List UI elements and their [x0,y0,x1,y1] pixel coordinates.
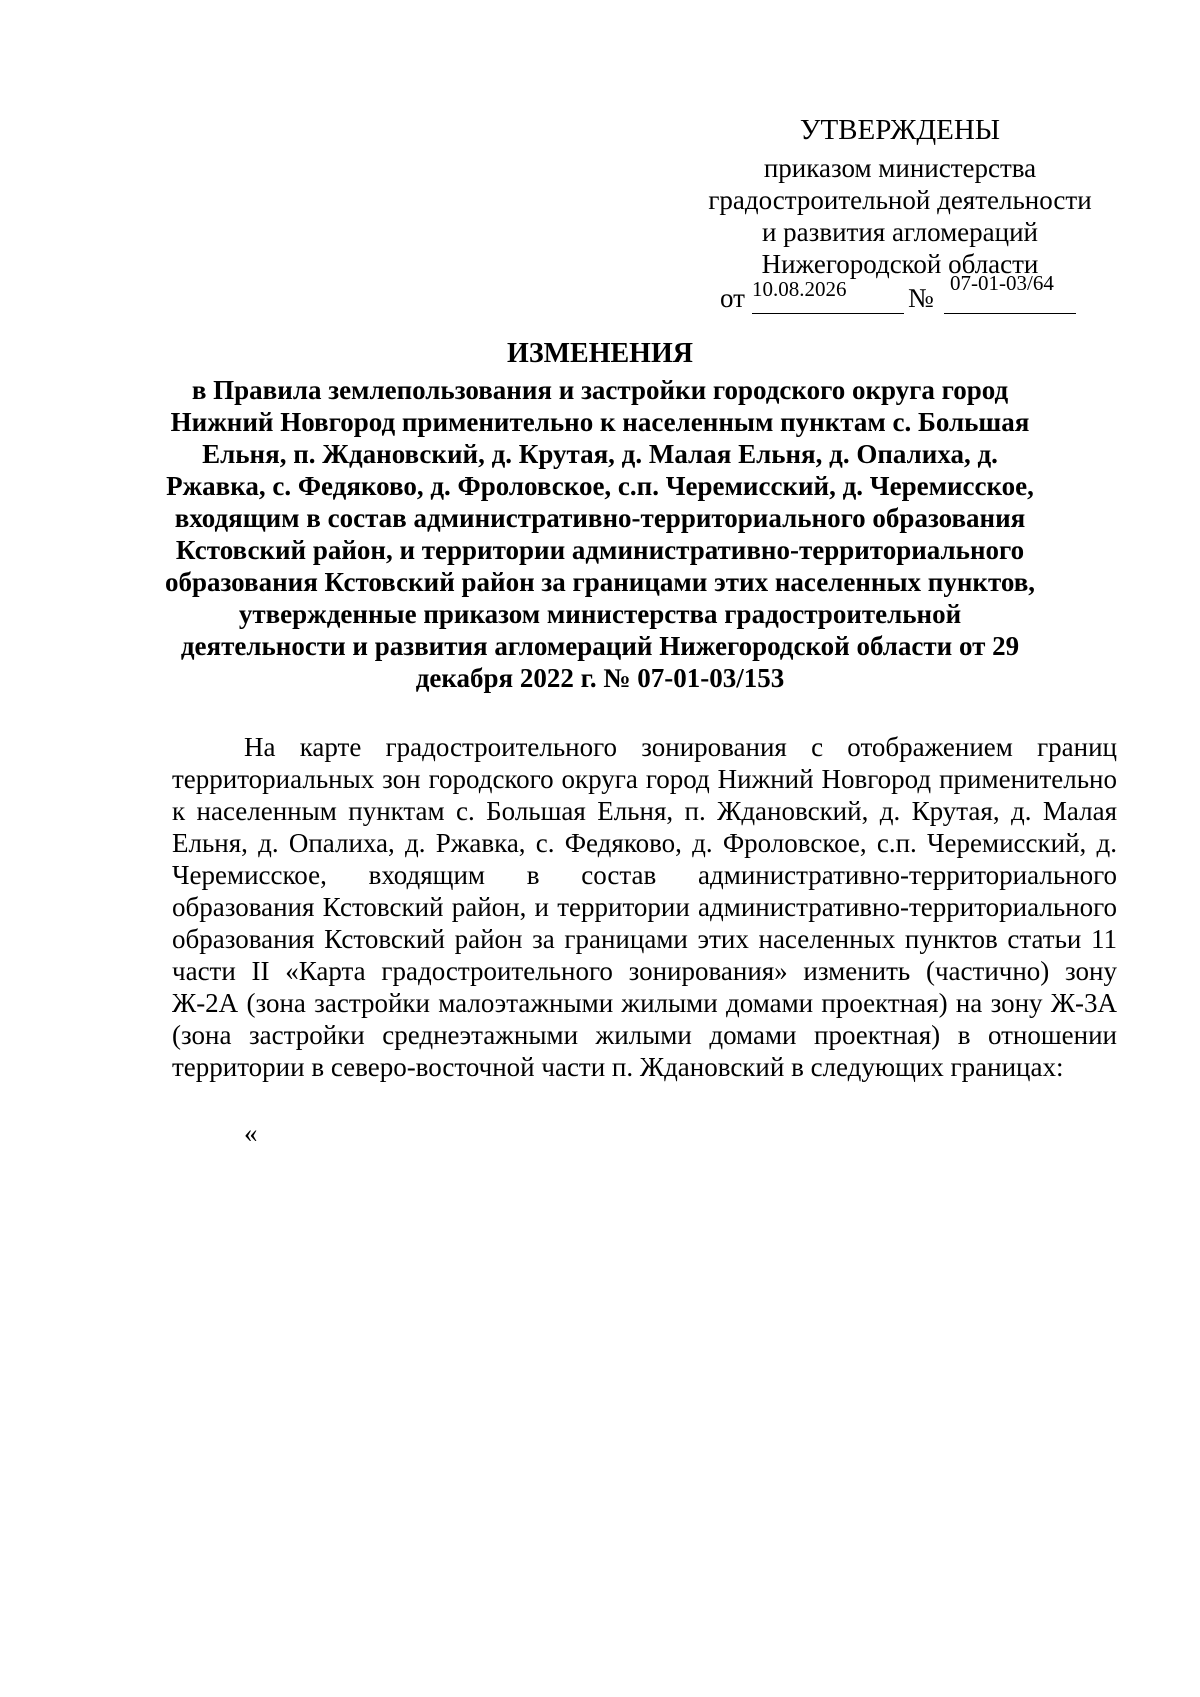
opening-quote: « [244,1118,258,1148]
body-paragraph: На карте градостроительного зонирования с отображением границ территориальных зон городского округа город Нижний Новгород применительно к населенным пунктам с. Большая Ельня, п. Ждановский, д. Крутая, д. Малая Ельня, д. Опалиха, д. Ржавка, с. Федяково, д. Фроловское, с.п. Черемисский, д. Черемисское, входящим в состав административно-территориального образования Кстовский район, и территории административно-территориального образования Кстовский район за границами этих населенных пунктов статьи 11 части II «Карта градостроительного зонирования» изменить (частично) зону Ж-2А (зона застройки малоэтажными жилыми домами проектная) на зону Ж-3А (зона застройки среднеэтажными жилыми домами проектная) в отношении территории в северо-восточной части п. Ждановский в следующих границах: [172,732,1117,1082]
number-underline [944,313,1076,314]
approval-line-4: Нижегородской области [761,249,1039,279]
approval-block [690,112,1110,280]
approval-line-2: градостроительной деятельности [708,185,1092,215]
order-date-number-line [720,271,1080,317]
document-title: в Правила землепользования и застройки городского округа город Нижний Новгород применительно к населенным пунктам с. Большая Ельня, п. Ждановский, д. Крутая, д. Малая Ельня, д. Опалиха, д. Ржавка, с. Федяково, д. Фроловское, с.п. Черемисский, д. Черемисское, входящим в состав административно-территориального образования Кстовский район, и территории административно-территориального образования Кстовский район за границами этих населенных пунктов, утвержденные приказом министерства градостроительной деятельности и развития агломераций Нижегородской области от 29 декабря 2022 г. № 07-01-03/153 [164,375,1036,693]
approval-line-3: и развития агломераций [761,217,1038,247]
approval-line-1: приказом министерства [763,153,1037,183]
date-prefix: от [720,283,745,313]
document-title-block [160,338,1040,694]
document-heading: ИЗМЕНЕНИЯ [507,338,693,369]
approval-title: УТВЕРЖДЕНЫ [799,114,1001,146]
date-underline [752,313,904,314]
number-prefix: № [908,283,934,313]
order-date: 10.08.2026 [752,277,847,301]
order-number: 07-01-03/64 [950,271,1054,295]
